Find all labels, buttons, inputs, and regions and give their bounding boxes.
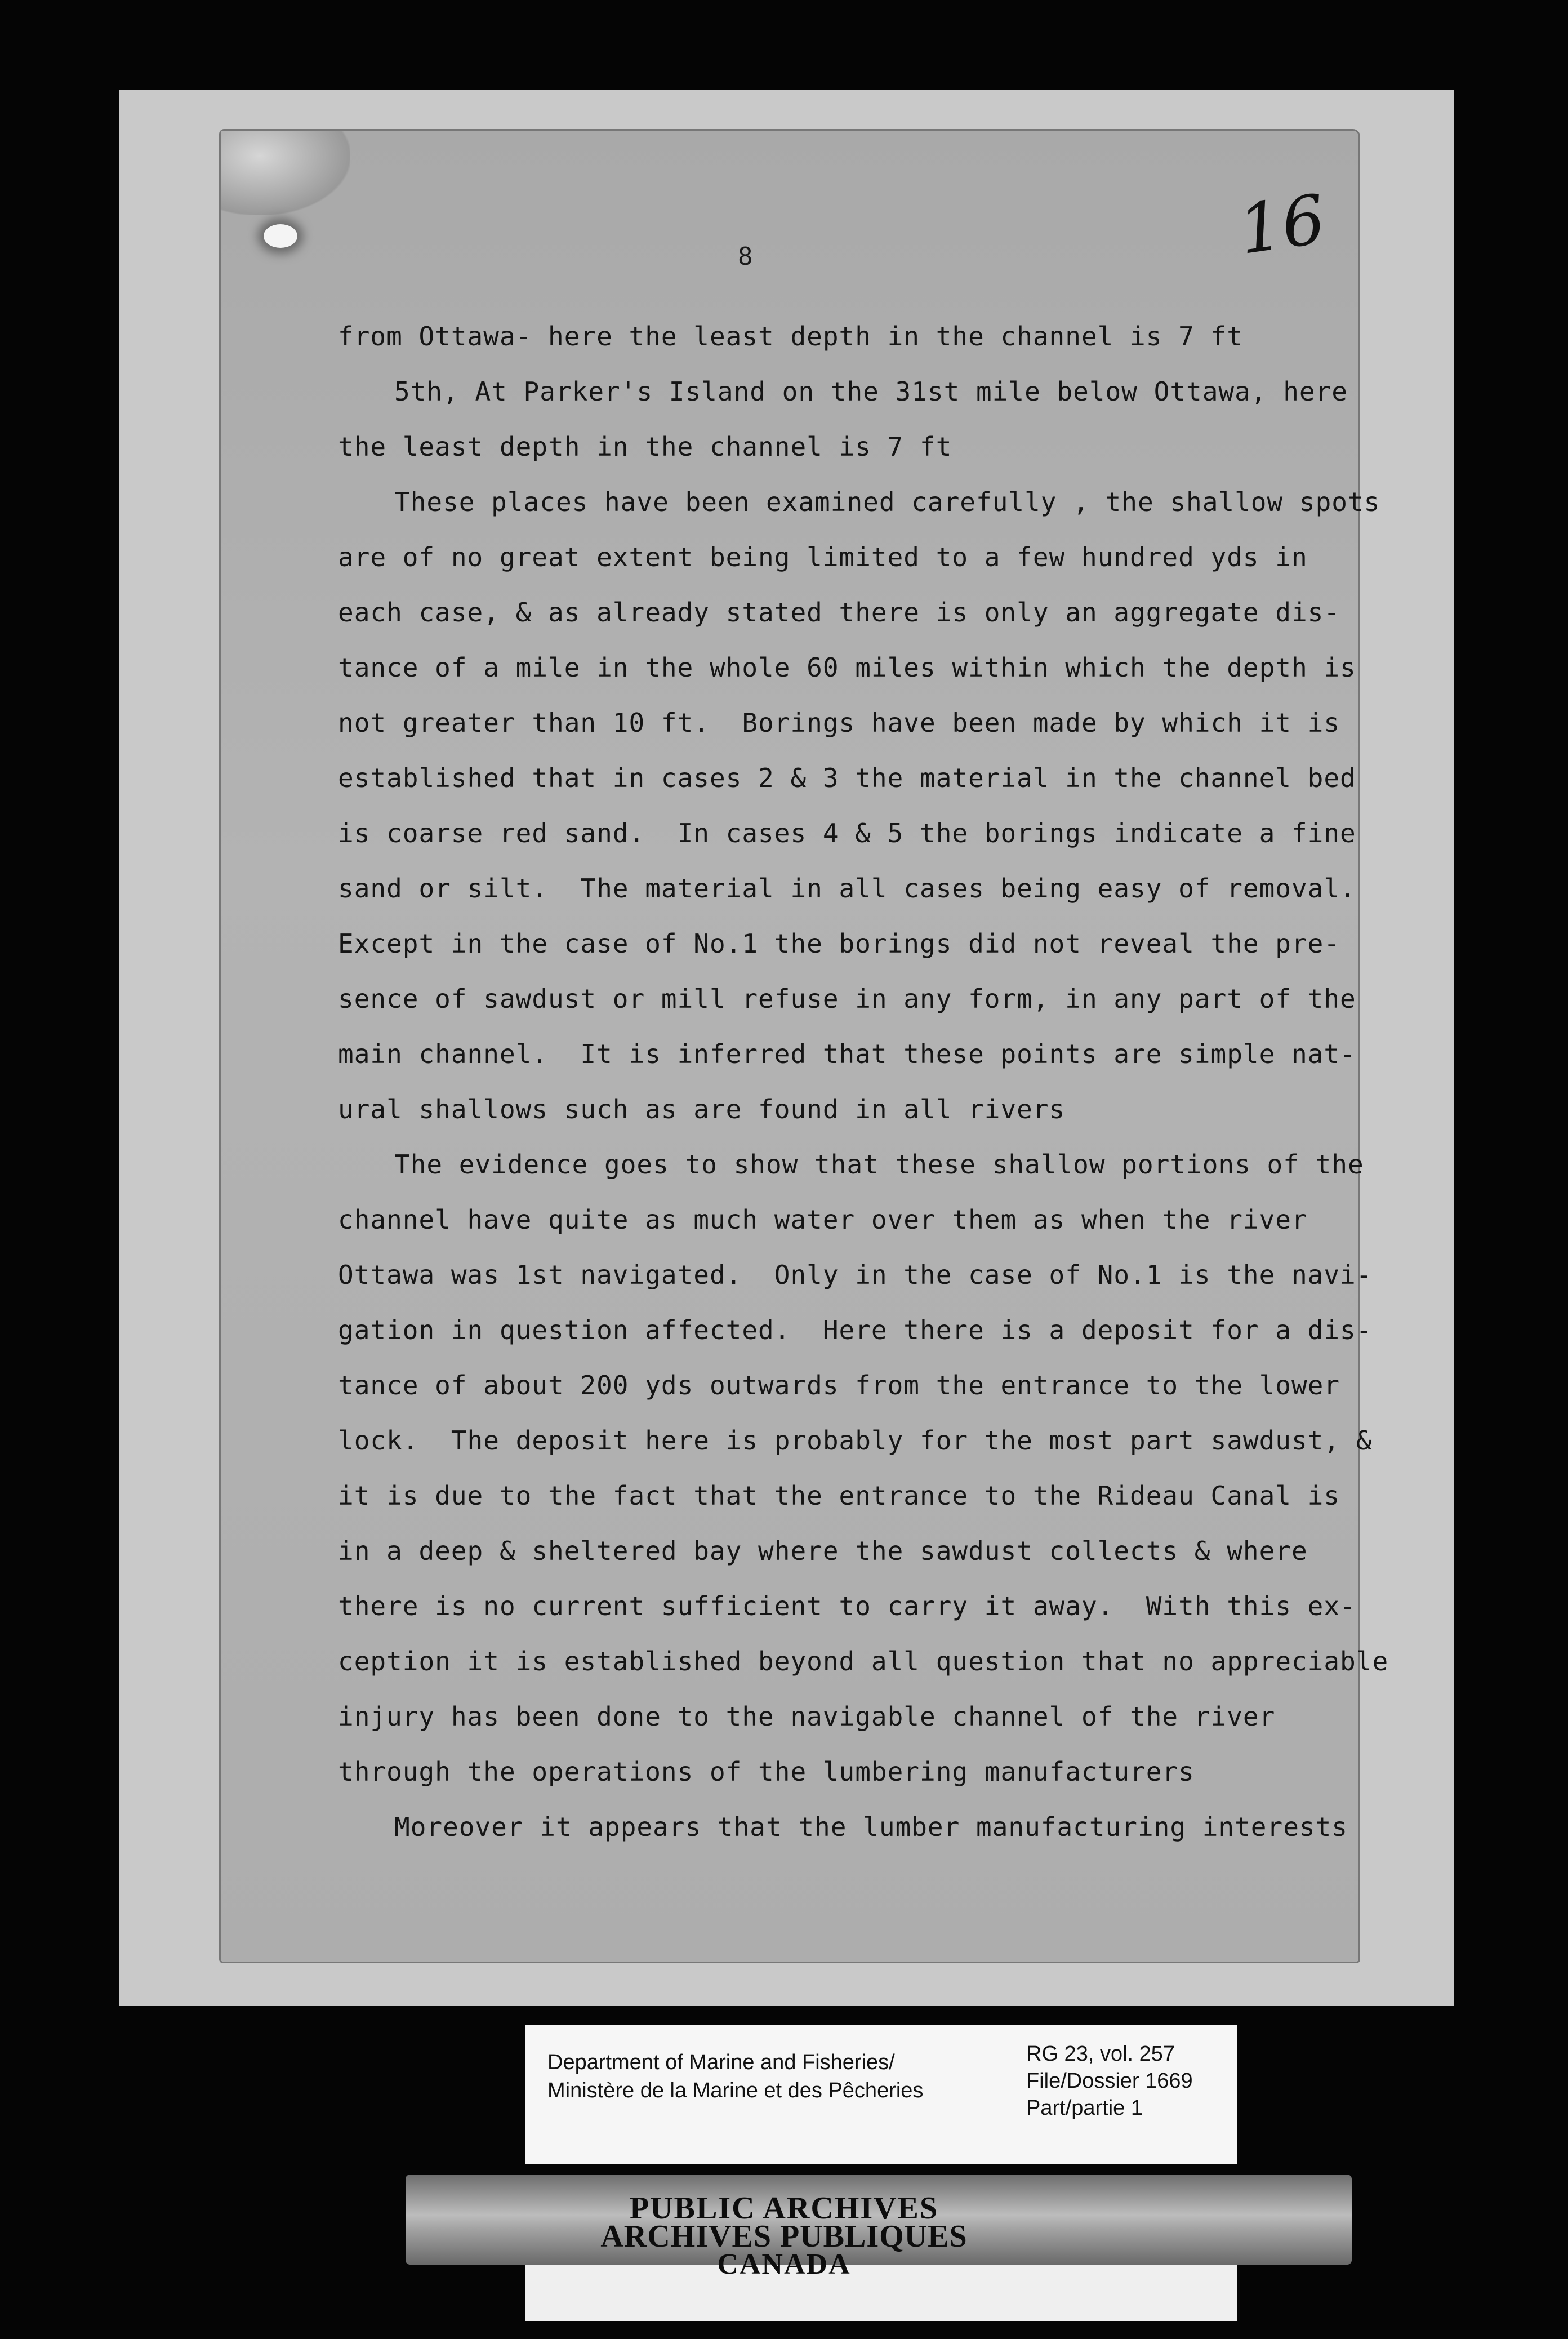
text-line: The evidence goes to show that these shallow portions of the — [394, 1149, 1364, 1180]
archive-label — [525, 2025, 1237, 2164]
page-number: 8 — [738, 242, 753, 271]
department-fr: Ministère de la Marine et des Pêcheries — [547, 2079, 924, 2102]
text-line: gation in question affected. Here there is a deposit for a dis- — [338, 1315, 1373, 1345]
text-line: channel have quite as much water over them as when the river — [338, 1204, 1308, 1235]
stamp-line-3: CANADA — [717, 2248, 851, 2280]
text-line: the least depth in the channel is 7 ft — [338, 432, 952, 462]
text-line: tance of a mile in the whole 60 miles within which the depth is — [338, 652, 1356, 683]
torn-corner — [221, 131, 350, 215]
text-line: from Ottawa- here the least depth in the channel is 7 ft — [338, 321, 1243, 352]
text-line: there is no current sufficient to carry it away. With this ex- — [338, 1591, 1356, 1621]
file-number: File/Dossier 1669 — [1026, 2069, 1193, 2093]
text-line: not greater than 10 ft. Borings have been made by which it is — [338, 708, 1340, 738]
text-line: is coarse red sand. In cases 4 & 5 the borings indicate a fine — [338, 818, 1356, 848]
text-line: injury has been done to the navigable channel of the river — [338, 1701, 1276, 1732]
stamp-line-2: ARCHIVES PUBLIQUES — [600, 2219, 968, 2254]
text-line: Moreover it appears that the lumber manufacturing interests — [394, 1812, 1348, 1842]
text-line: it is due to the fact that the entrance to the Rideau Canal is — [338, 1480, 1340, 1511]
text-line: in a deep & sheltered bay where the sawdust collects & where — [338, 1536, 1308, 1566]
text-line: main channel. It is inferred that these points are simple nat- — [338, 1039, 1356, 1069]
text-line: lock. The deposit here is probably for the most part sawdust, & — [338, 1425, 1373, 1456]
text-line: established that in cases 2 & 3 the material in the channel bed — [338, 763, 1356, 793]
text-line: each case, & as already stated there is only an aggregate dis- — [338, 597, 1340, 628]
folio-number: 16 — [1234, 180, 1330, 270]
text-line: ception it is established beyond all question that no appreciable — [338, 1646, 1389, 1677]
text-line: Except in the case of No.1 the borings did not reveal the pre- — [338, 928, 1340, 959]
text-line: sand or silt. The material in all cases being easy of removal. — [338, 873, 1356, 904]
record-group: RG 23, vol. 257 — [1026, 2042, 1175, 2066]
text-line: 5th, At Parker's Island on the 31st mile below Ottawa, here — [394, 376, 1348, 407]
part-number: Part/partie 1 — [1026, 2096, 1143, 2120]
text-line: sence of sawdust or mill refuse in any form, in any part of the — [338, 984, 1356, 1014]
stamp-line-1: PUBLIC ARCHIVES — [629, 2191, 939, 2226]
reference-block — [1026, 2040, 1193, 2122]
text-line: Ottawa was 1st navigated. Only in the case of No.1 is the navi- — [338, 1260, 1373, 1290]
punch-hole — [264, 224, 297, 248]
text-line: These places have been examined carefully , the shallow spots — [394, 487, 1380, 517]
text-line: are of no great extent being limited to a few hundred yds in — [338, 542, 1308, 572]
department-names — [547, 2048, 923, 2105]
text-line: tance of about 200 yds outwards from the entrance to the lower — [338, 1370, 1340, 1400]
text-line: through the operations of the lumbering manufacturers — [338, 1757, 1195, 1787]
department-en: Department of Marine and Fisheries/ — [547, 2051, 895, 2074]
text-line: ural shallows such as are found in all rivers — [338, 1094, 1066, 1124]
